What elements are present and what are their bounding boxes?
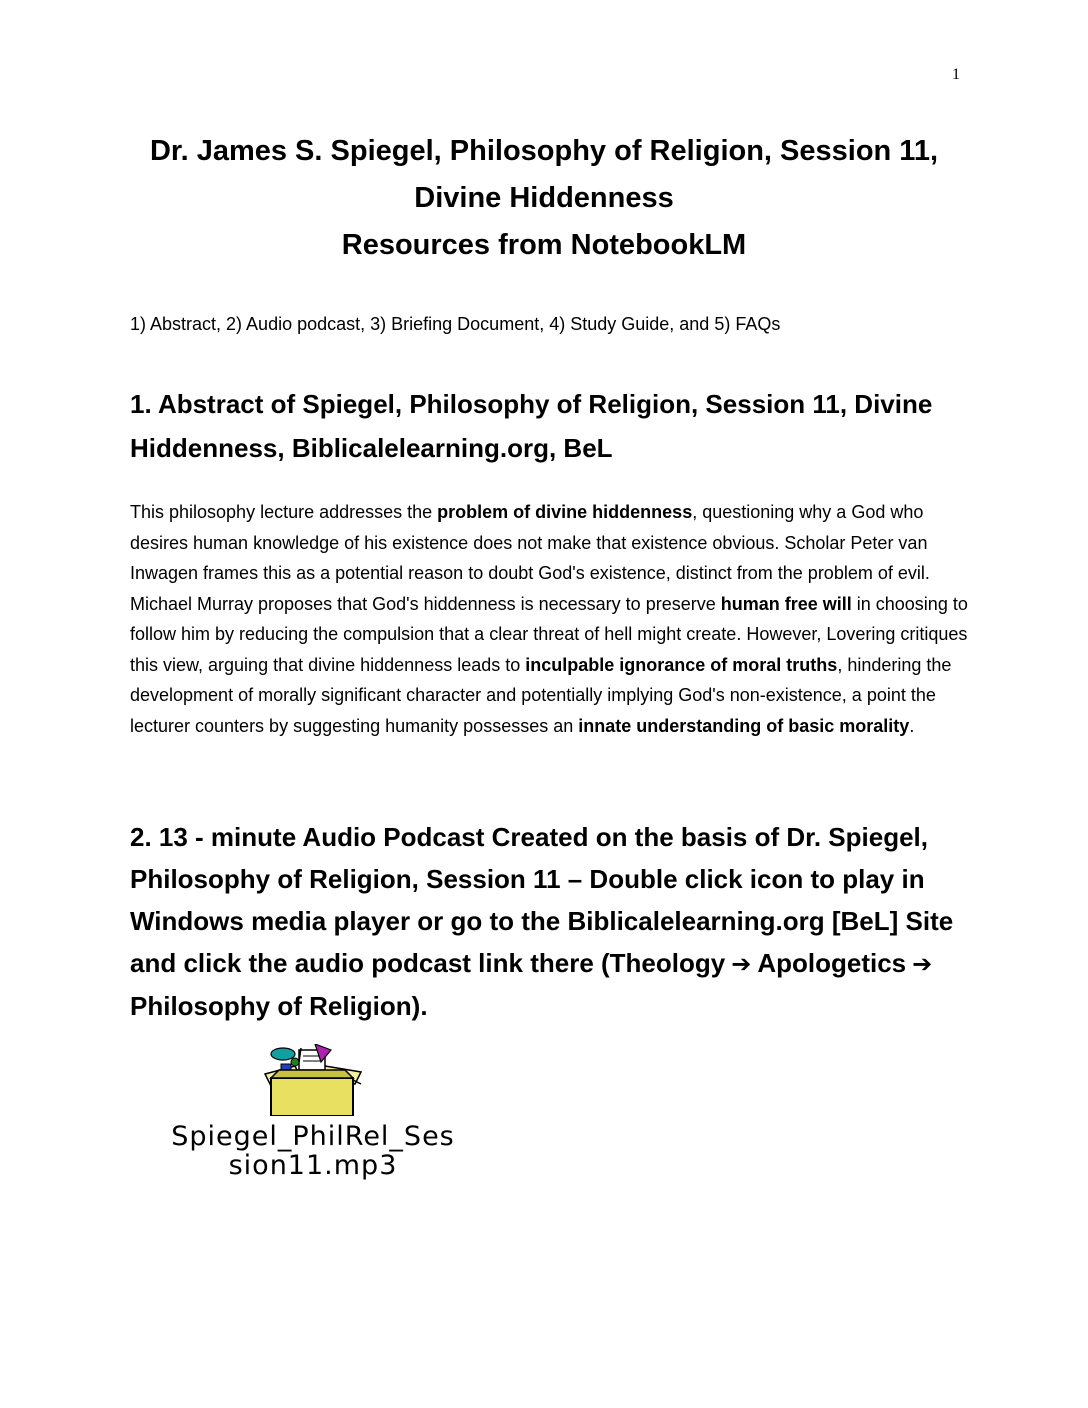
arrow-right-icon: ➔: [912, 950, 933, 978]
audio-file-name-line-1: Spiegel_PhilRel_Ses: [171, 1121, 455, 1152]
section2-heading-text-2: Apologetics: [757, 948, 907, 978]
abstract-bold-3: inculpable ignorance of moral truths: [525, 654, 838, 675]
abstract-paragraph: [130, 497, 975, 741]
audio-file-name[interactable]: [128, 1122, 498, 1180]
section2-heading-text-1: 2. 13 - minute Audio Podcast Created on the basis of Dr. Spiegel, Philosophy of Religion, Session 11 – Double click icon to play in Windows media player or go to the Biblicalelearning.org [BeL] Site and click the audio podcast link there (Theology: [130, 822, 954, 978]
abstract-bold-1: problem of divine hiddenness: [437, 502, 693, 522]
abstract-text-3: in choosing to follow him by reducing the compulsion that a clear threat of hell might create. However, Lovering critiques this view, arguing that divine hiddenness leads to: [130, 593, 968, 675]
section1-heading: 1. Abstract of Spiegel, Philosophy of Religion, Session 11, Divine Hiddenness, Biblicalelearning.org, BeL: [130, 389, 933, 463]
title-line-3: Resources from NotebookLM: [341, 229, 747, 261]
arrow-right-icon: ➔: [731, 950, 752, 978]
abstract-text-2: , questioning why a God who desires human knowledge of his existence does not make that existence obvious. Scholar Peter van Inwagen frames this as a potential reason to doubt God's existence, distinct from the problem of evil. Michael Murray proposes that God's hiddenness is necessary to preserve: [130, 502, 930, 614]
abstract-text-5: .: [909, 715, 915, 736]
page-number: 1: [952, 66, 960, 83]
title-line-1: Dr. James S. Spiegel, Philosophy of Religion, Session 11,: [149, 135, 939, 167]
media-package-icon[interactable]: [255, 1044, 371, 1116]
document-title: [96, 128, 992, 269]
audio-file-name-line-2: sion11.mp3: [228, 1150, 398, 1181]
section2-heading-text-3: Philosophy of Religion).: [130, 991, 428, 1021]
abstract-text-4: , hindering the development of morally significant character and potentially implying God's non-existence, a point the lecturer counters by suggesting humanity possesses an: [130, 654, 952, 736]
audio-podcast-file[interactable]: [128, 1044, 498, 1180]
title-line-2: Divine Hiddenness: [414, 182, 674, 214]
abstract-text-1: This philosophy lecture addresses the: [130, 502, 438, 522]
abstract-bold-4: innate understanding of basic morality: [578, 715, 910, 736]
contents-line: 1) Abstract, 2) Audio podcast, 3) Briefing Document, 4) Study Guide, and 5) FAQs: [130, 314, 781, 334]
abstract-bold-2: human free will: [720, 593, 852, 614]
section2-heading: [130, 816, 980, 1027]
